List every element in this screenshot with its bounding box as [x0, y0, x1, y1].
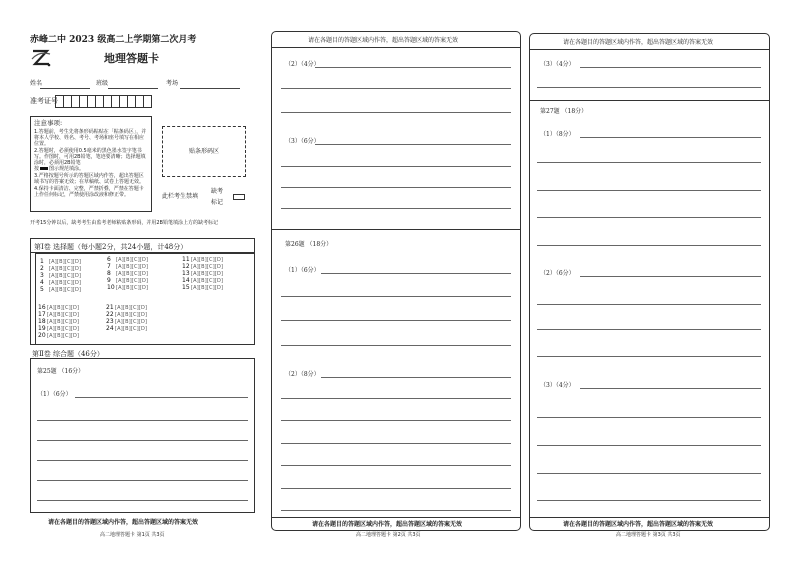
p1-footer: 高二地理答题卡 第1页 共3页	[100, 532, 165, 538]
q4-row[interactable]: 4 [A][B][C][D]	[40, 279, 82, 286]
answer-line[interactable]	[315, 144, 511, 145]
answer-line[interactable]	[281, 320, 511, 321]
p3-bottom-note: 请在各题目的答题区域内作答，超出答题区域的答案无效	[563, 521, 714, 528]
p2-bottom-note: 请在各题目的答题区域内作答，超出答题区域的答案无效	[312, 521, 463, 528]
q25-sub3-label: （3）（6分）	[285, 138, 320, 145]
q11-row[interactable]: 11[A][B][C][D]	[182, 256, 224, 263]
answer-line[interactable]	[580, 388, 761, 389]
q1-row[interactable]: 1 [A][B][C][D]	[40, 258, 82, 265]
school-title: 赤峰二中 2023 级高二上学期第二次月考	[30, 35, 197, 45]
answer-line[interactable]	[537, 500, 761, 501]
answer-line[interactable]	[321, 273, 511, 274]
answer-line[interactable]	[37, 500, 248, 501]
card-title: 地理答题卡	[104, 52, 159, 65]
q25-sub1-label: （1）（6分）	[37, 391, 72, 398]
q27-sub3-label: （3）（4分）	[540, 382, 575, 389]
notes-title: 注意事项:	[34, 119, 63, 127]
class-field[interactable]	[108, 82, 158, 89]
exam-number-grid[interactable]	[55, 95, 152, 108]
q26-divider	[271, 229, 521, 230]
answer-line[interactable]	[537, 473, 761, 474]
section1-title: 第Ⅰ卷 选择题（每小题2分，共24小题，计48分）	[34, 243, 188, 251]
answer-line[interactable]	[281, 112, 511, 113]
notes-box	[30, 116, 152, 212]
answer-line[interactable]	[281, 345, 511, 346]
absent-prefix: 此栏考生禁填	[162, 193, 199, 200]
answer-line[interactable]	[281, 465, 511, 466]
answer-line[interactable]	[537, 445, 761, 446]
q2-row[interactable]: 2 [A][B][C][D]	[40, 265, 82, 272]
q3-row[interactable]: 3 [A][B][C][D]	[40, 272, 82, 279]
q26-sub1-label: （1）（6分）	[285, 267, 320, 274]
absent-label-2: 标记	[211, 199, 224, 206]
page2-frame	[271, 31, 521, 531]
q16-row[interactable]: 16[A][B][C][D]	[38, 304, 80, 311]
p3-top-note: 请在各题目的答题区域内作答，超出答题区域的答案无效	[563, 39, 714, 46]
answer-line[interactable]	[281, 420, 511, 421]
q18-row[interactable]: 18[A][B][C][D]	[38, 318, 80, 325]
q13-row[interactable]: 13[A][B][C][D]	[182, 270, 224, 277]
q8-row[interactable]: 8 [A][B][C][D]	[107, 270, 149, 277]
answer-line[interactable]	[580, 67, 761, 68]
q19-row[interactable]: 19[A][B][C][D]	[38, 325, 80, 332]
notes-line-2: 2.答题时，必须使用0.5毫米的黑色墨水签字笔书写。作图时，可用2B铅笔，笔迹要清晰；选择题填涂时，必须用2B铅笔	[34, 148, 146, 166]
answer-line[interactable]	[537, 190, 761, 191]
q25-box	[30, 358, 255, 513]
zkzh-label: 准考证号	[30, 97, 58, 105]
answer-line[interactable]	[281, 166, 511, 167]
q27-sub1-label: （1）（8分）	[540, 131, 575, 138]
answer-line[interactable]	[580, 137, 761, 138]
notes-line-1: 1.答题前，考生先将条形码粘贴在「粘条码区」，并将本人学校、姓名、考号、考场和座号填写在相应位置。	[34, 129, 147, 147]
name-label: 姓名	[30, 80, 43, 87]
answer-line[interactable]	[537, 162, 761, 163]
school-logo	[30, 47, 52, 69]
absent-warning: 开考15分钟以后，缺考考生由监考老师粘贴条形码，并用2B铅笔填涂上方的缺考标记	[30, 220, 218, 226]
barcode-area[interactable]: 贴条形码区	[162, 126, 246, 177]
answer-line[interactable]	[537, 87, 761, 88]
answer-line[interactable]	[537, 245, 761, 246]
answer-line[interactable]	[281, 296, 511, 297]
q26-sub3-label: （3）（4分）	[540, 61, 575, 68]
answer-line[interactable]	[37, 480, 248, 481]
q15-row[interactable]: 15[A][B][C][D]	[182, 284, 224, 291]
q10-row[interactable]: 10[A][B][C][D]	[107, 284, 149, 291]
answer-line[interactable]	[315, 67, 511, 68]
name-field[interactable]	[40, 82, 90, 89]
q26-sub2-label: （2）（8分）	[285, 371, 320, 378]
p2-top-note: 请在各题目的答题区域内作答，超出答题区域的答案无效	[308, 37, 459, 44]
q22-row[interactable]: 22[A][B][C][D]	[106, 311, 148, 318]
q12-row[interactable]: 12[A][B][C][D]	[182, 263, 224, 270]
q21-row[interactable]: 21[A][B][C][D]	[106, 304, 148, 311]
absent-mark-box[interactable]	[233, 194, 245, 200]
room-label: 考场	[166, 80, 179, 87]
absent-label-1: 缺考	[211, 188, 224, 195]
q20-row[interactable]: 20[A][B][C][D]	[38, 332, 80, 339]
notes-line-3: 3.严格按题号所示的答题区域内作答，超出答题区域书写的答案无效；在草稿纸、试卷上答题无效。	[34, 173, 145, 185]
room-field[interactable]	[180, 82, 240, 89]
notes-fill-example: 按 图示规范填涂。	[34, 166, 85, 172]
q9-row[interactable]: 9 [A][B][C][D]	[107, 277, 149, 284]
q5-row[interactable]: 5 [A][B][C][D]	[40, 286, 82, 293]
answer-line[interactable]	[281, 88, 511, 89]
class-label: 班级	[96, 80, 109, 87]
answer-line[interactable]	[37, 460, 248, 461]
filled-mark-icon	[40, 167, 48, 170]
q26-title: 第26题 （18分）	[285, 241, 333, 248]
q27-title: 第27题 （18分）	[540, 108, 588, 115]
p1-bottom-note: 请在各题目的答题区域内作答，超出答题区域的答案无效	[48, 519, 199, 526]
answer-line[interactable]	[281, 510, 511, 511]
q23-row[interactable]: 23[A][B][C][D]	[106, 318, 148, 325]
q14-row[interactable]: 14[A][B][C][D]	[182, 277, 224, 284]
answer-line[interactable]	[281, 443, 511, 444]
answer-line[interactable]	[580, 276, 761, 277]
answer-line[interactable]	[537, 329, 761, 330]
answer-line[interactable]	[321, 377, 511, 378]
answer-line[interactable]	[37, 440, 248, 441]
q25-title: 第25题 （16分）	[37, 368, 85, 375]
answer-line[interactable]	[537, 304, 761, 305]
p3-footer: 高二地理答题卡 第3页 共3页	[616, 532, 681, 538]
answer-line[interactable]	[281, 187, 511, 188]
answer-line[interactable]	[537, 217, 761, 218]
section2-title: 第Ⅱ卷 综合题（46分）	[32, 350, 104, 358]
answer-line[interactable]	[281, 208, 511, 209]
q6-row[interactable]: 6 [A][B][C][D]	[107, 256, 149, 263]
answer-line[interactable]	[37, 420, 248, 421]
q27-divider	[529, 100, 770, 101]
q27-sub2-label: （2）（6分）	[540, 270, 575, 277]
answer-line[interactable]	[281, 488, 511, 489]
q25-sub2-label: （2）（4分）	[285, 61, 320, 68]
q7-row[interactable]: 7 [A][B][C][D]	[107, 263, 149, 270]
p2-footer: 高二地理答题卡 第2页 共3页	[356, 532, 421, 538]
answer-line[interactable]	[537, 417, 761, 418]
answer-line[interactable]	[75, 397, 248, 398]
q17-row[interactable]: 17[A][B][C][D]	[38, 311, 80, 318]
answer-line[interactable]	[537, 356, 761, 357]
notes-line-4: 4.保持卡面清洁、完整，严禁折叠，严禁在答题卡上作任何标记，严禁使用涂改液和修正带。	[34, 186, 144, 198]
q24-row[interactable]: 24[A][B][C][D]	[106, 325, 148, 332]
answer-line[interactable]	[281, 398, 511, 399]
